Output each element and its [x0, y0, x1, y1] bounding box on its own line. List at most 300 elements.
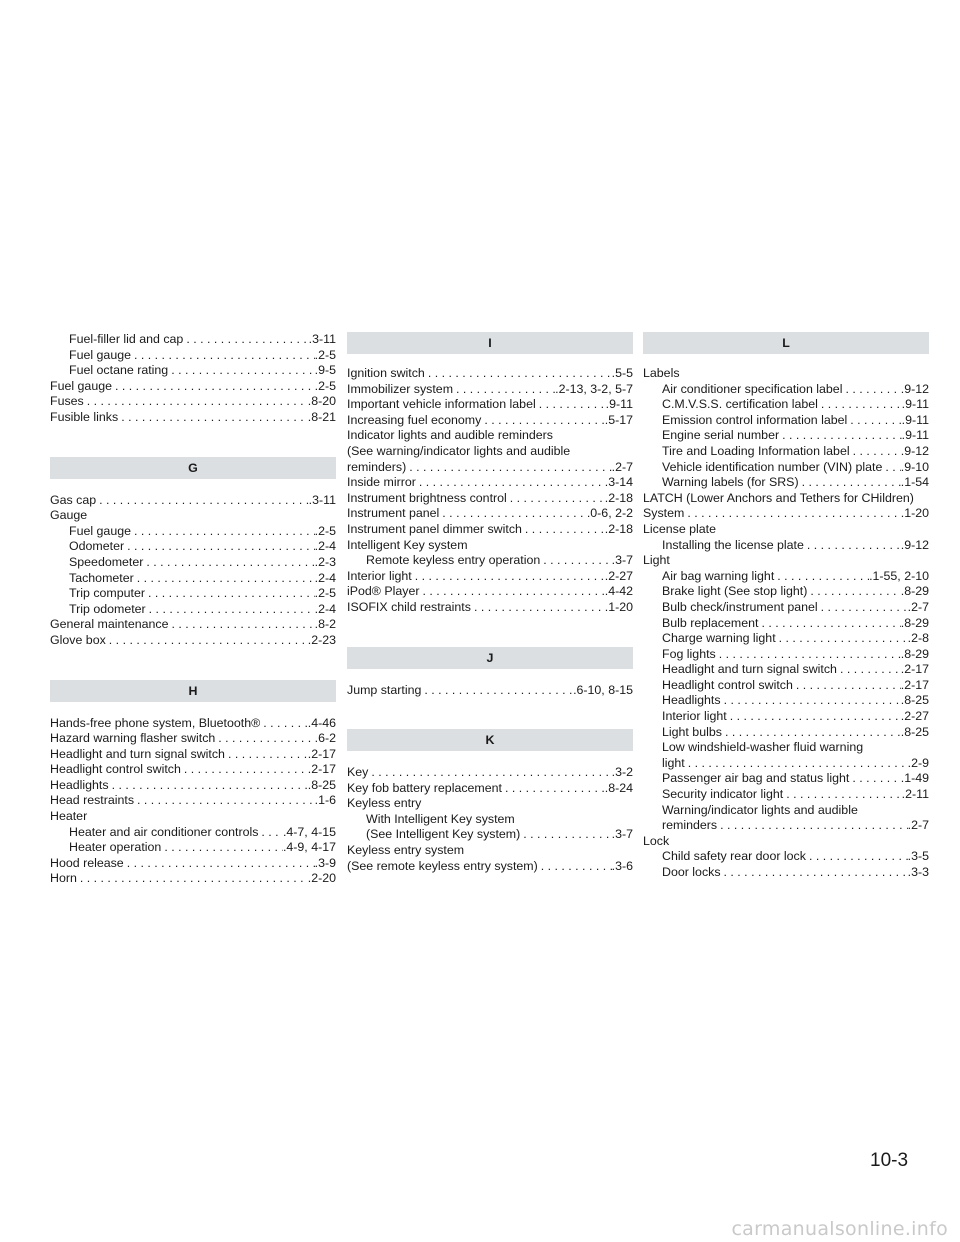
entry-label: Ignition switch [347, 366, 425, 380]
dot-leader [850, 444, 901, 460]
dot-leader [124, 539, 315, 555]
dot-leader [77, 871, 308, 887]
entry-label: Headlights [662, 693, 721, 708]
entry-label: Tachometer [69, 570, 134, 585]
section-header-j: J [347, 647, 633, 669]
entry-label: (See remote keyless entry system) [347, 858, 538, 873]
dot-leader [161, 840, 283, 856]
index-entry [347, 397, 633, 413]
entry-page-ref: .2-20 [307, 871, 336, 886]
entry-page-ref: .3-7 [611, 827, 633, 842]
index-entry [643, 818, 929, 834]
dot-leader [842, 382, 900, 398]
section-header-l: L [643, 332, 929, 354]
entry-label: Tire and Loading Information label [662, 443, 850, 458]
index-heading: LATCH (Lower Anchors and Tethers for CHildren) [643, 490, 914, 505]
entry-page-ref: .2-4 [314, 570, 336, 585]
entry-label: Heater operation [69, 840, 162, 855]
entry-label: Key [347, 765, 369, 780]
entry-label: Bulb replacement [662, 615, 759, 630]
entry-page-ref: .8-25 [900, 724, 929, 739]
entry-label: General maintenance [50, 617, 169, 632]
index-heading: With Intelligent Key system [366, 811, 515, 826]
index-entry [643, 460, 929, 476]
entry-page-ref: .3-7 [611, 553, 633, 568]
entry-page-ref: .2-3 [314, 554, 336, 569]
dot-leader [807, 584, 900, 600]
entry-label: Fog lights [662, 646, 716, 661]
entry-page-ref: .2-18 [604, 490, 633, 505]
index-entry [643, 709, 929, 725]
entry-label: Headlights [50, 777, 109, 792]
dot-leader [536, 397, 606, 413]
section-header-k: K [347, 729, 633, 751]
dot-leader [145, 586, 315, 602]
entry-label: Immobilizer system [347, 381, 454, 396]
entry-label: Instrument panel dimmer switch [347, 521, 522, 536]
section-header-g: G [50, 457, 336, 479]
entry-page-ref: .0-6, 2-2 [586, 506, 633, 521]
dot-leader [481, 413, 604, 429]
index-entry [50, 524, 336, 540]
dot-leader [106, 633, 308, 649]
entry-page-ref: .2-8 [907, 631, 929, 646]
entry-page-ref: .4-42 [604, 584, 633, 599]
entry-page-ref: .8-25 [307, 777, 336, 792]
entry-label: Interior light [347, 568, 412, 583]
index-entry [50, 586, 336, 602]
dot-leader [84, 394, 308, 410]
entry-page-ref: .2-7 [907, 818, 929, 833]
entry-page-ref: .3-11 [308, 492, 336, 507]
dot-leader [368, 765, 611, 781]
entry-page-ref: .8-21 [307, 409, 336, 424]
entry-page-ref: .9-11 [605, 397, 633, 412]
entry-label: C.M.V.S.S. certification label [662, 397, 818, 412]
index-entry [347, 475, 633, 491]
entry-page-ref: .2-7 [907, 599, 929, 614]
entry-page-ref: .5-17 [604, 412, 633, 427]
index-entry [643, 662, 929, 678]
index-heading: Lock [643, 833, 670, 848]
dot-leader [818, 600, 908, 616]
index-heading: License plate [643, 521, 717, 536]
entry-label: Passenger air bag and status light [662, 771, 850, 786]
dot-leader [507, 491, 605, 507]
entry-label: Interior light [662, 709, 727, 724]
entry-page-ref: .8-20 [307, 394, 336, 409]
entry-label: Charge warning light [662, 631, 776, 646]
dot-leader [181, 762, 308, 778]
index-entry [50, 410, 336, 426]
entry-page-ref: .2-11 [901, 787, 929, 802]
index-entry [347, 683, 633, 699]
index-heading: Keyless entry system [347, 843, 465, 858]
index-entry [347, 366, 633, 382]
entry-page-ref: .8-29 [900, 584, 929, 599]
index-entry [643, 771, 929, 787]
index-entry [643, 538, 929, 554]
entry-label: Headlight control switch [662, 677, 793, 692]
entry-label: Light bulbs [662, 724, 722, 739]
index-entry [643, 397, 929, 413]
entry-page-ref: .2-13, 3-2, 5-7 [555, 381, 633, 396]
entry-label: Remote keyless entry operation [366, 553, 541, 568]
index-entry [50, 571, 336, 587]
index-entry [347, 491, 633, 507]
index-entry [347, 506, 633, 522]
dot-leader [134, 793, 315, 809]
entry-label: Headlight and turn signal switch [50, 746, 225, 761]
index-entry [643, 444, 929, 460]
entry-page-ref: .9-10 [900, 459, 929, 474]
index-entry [347, 569, 633, 585]
index-entry [347, 553, 633, 569]
index-entry [347, 827, 633, 843]
dot-leader [849, 771, 900, 787]
index-entry [50, 871, 336, 887]
entry-label: Fusible links [50, 409, 119, 424]
dot-leader [502, 781, 605, 797]
index-heading: Gauge [50, 508, 88, 523]
dot-leader [421, 683, 573, 699]
entry-page-ref: .2-4 [314, 601, 336, 616]
index-heading: Heater [50, 809, 88, 824]
dot-leader [416, 475, 605, 491]
entry-page-ref: .3-14 [604, 475, 633, 490]
index-entry [643, 428, 929, 444]
index-heading: Labels [643, 366, 680, 380]
index-entry [643, 725, 929, 741]
entry-page-ref: .1-54 [900, 475, 929, 490]
dot-leader [783, 787, 901, 803]
dot-leader [520, 827, 611, 843]
watermark-bar [0, 1216, 960, 1242]
entry-page-ref: .2-4 [314, 539, 336, 554]
index-entry [50, 716, 336, 732]
entry-label: Bulb check/instrument panel [662, 599, 818, 614]
entry-page-ref: .2-5 [314, 586, 336, 601]
dot-leader [721, 865, 908, 881]
entry-label: Emission control information label [662, 412, 848, 427]
dot-leader [112, 379, 315, 395]
entry-page-ref: .4-46 [307, 715, 336, 730]
index-entry [643, 600, 929, 616]
index-column-3 [643, 332, 929, 881]
index-entry [50, 793, 336, 809]
index-entry [50, 493, 336, 509]
dot-leader [225, 747, 308, 763]
index-entry [50, 348, 336, 364]
entry-label: Important vehicle information label [347, 397, 536, 412]
index-entry [50, 394, 336, 410]
entry-page-ref: .8-2 [314, 617, 336, 632]
entry-label: Fuel-filler lid and cap [69, 332, 184, 346]
index-entry [347, 600, 633, 616]
entry-page-ref: .2-7 [611, 459, 633, 474]
entry-label: Hands-free phone system, Bluetooth® [50, 715, 261, 730]
entry-page-ref: .2-17 [307, 762, 336, 777]
entry-label: Increasing fuel economy [347, 412, 482, 427]
entry-label: Trip odometer [69, 601, 146, 616]
entry-label: Key fob battery replacement [347, 780, 502, 795]
dot-leader [471, 600, 605, 616]
entry-page-ref: .2-17 [307, 746, 336, 761]
dot-leader [522, 522, 605, 538]
index-entry [347, 584, 633, 600]
entry-page-ref: .9-5 [314, 363, 336, 378]
entry-label: Jump starting [347, 682, 422, 697]
entry-label: light [662, 755, 685, 770]
entry-label: iPod® Player [347, 584, 420, 599]
index-heading: Keyless entry [347, 796, 422, 811]
dot-leader [685, 756, 908, 772]
index-heading: Intelligent Key system [347, 537, 468, 552]
entry-page-ref: .1-55, 2-10 [869, 568, 929, 583]
entry-page-ref: .2-17 [900, 662, 929, 677]
index-entry [50, 539, 336, 555]
entry-label: Glove box [50, 632, 106, 647]
entry-label: Head restraints [50, 793, 135, 808]
entry-label: Headlight control switch [50, 762, 181, 777]
index-entry [643, 678, 929, 694]
index-entry [50, 856, 336, 872]
index-column-1 [50, 332, 336, 887]
index-entry [50, 633, 336, 649]
entry-label: Brake light (See stop light) [662, 584, 808, 599]
index-entry [347, 765, 633, 781]
entry-page-ref: .1-49 [900, 771, 929, 786]
entry-page-ref: .8-29 [900, 615, 929, 630]
index-entry [643, 693, 929, 709]
dot-leader [717, 818, 908, 834]
entry-label: reminders) [347, 459, 407, 474]
index-entry [643, 756, 929, 772]
dot-leader [183, 332, 308, 348]
entry-page-ref: .9-11 [901, 412, 929, 427]
entry-label: Fuel gauge [69, 523, 132, 538]
index-heading: Indicator lights and audible reminders [347, 428, 553, 443]
entry-label: (See Intelligent Key system) [366, 827, 521, 842]
entry-label: Fuel gauge [69, 347, 132, 362]
dot-leader [143, 555, 314, 571]
entry-label: Horn [50, 871, 77, 886]
dot-leader [131, 524, 315, 540]
entry-label: Air bag warning light [662, 568, 775, 583]
entry-label: reminders [662, 818, 718, 833]
dot-leader [727, 709, 901, 725]
dot-leader [837, 662, 901, 678]
index-entry [643, 616, 929, 632]
index-entry [50, 617, 336, 633]
entry-label: Engine serial number [662, 428, 780, 443]
entry-label: Child safety rear door lock [662, 849, 806, 864]
entry-page-ref: .2-18 [604, 521, 633, 536]
dot-leader [684, 506, 900, 522]
dot-leader [124, 856, 315, 872]
entry-page-ref: .3-9 [314, 855, 336, 870]
entry-label: Security indicator light [662, 787, 784, 802]
entry-label: Gas cap [50, 492, 97, 507]
dot-leader [818, 397, 902, 413]
dot-leader [258, 825, 283, 841]
dot-leader [118, 410, 308, 426]
section-header-h: H [50, 680, 336, 702]
dot-leader [540, 553, 611, 569]
dot-leader [96, 493, 309, 509]
entry-page-ref: .2-23 [307, 632, 336, 647]
dot-leader [721, 693, 901, 709]
dot-leader [793, 678, 901, 694]
index-entry [643, 413, 929, 429]
entry-label: Headlight and turn signal switch [662, 662, 837, 677]
entry-label: Warning labels (for SRS) [662, 475, 799, 490]
index-entry [50, 379, 336, 395]
index-heading: (See warning/indicator lights and audible [347, 443, 571, 458]
index-entry [50, 825, 336, 841]
index-entry [347, 460, 633, 476]
index-entry [643, 849, 929, 865]
dot-leader [412, 569, 605, 585]
entry-page-ref: .3-6 [611, 858, 633, 873]
entry-page-ref: .2-9 [907, 755, 929, 770]
index-entry [50, 731, 336, 747]
index-entry [643, 631, 929, 647]
entry-label: Installing the license plate [662, 537, 804, 552]
index-entry [643, 475, 929, 491]
entry-label: Speedometer [69, 554, 144, 569]
entry-page-ref: .9-11 [901, 397, 929, 412]
index-entry [50, 555, 336, 571]
entry-label: Odometer [69, 539, 125, 554]
entry-label: Door locks [662, 865, 721, 879]
dot-leader [847, 413, 901, 429]
entry-label: Trip computer [69, 586, 145, 601]
page-number: 10-3 [870, 1150, 909, 1171]
dot-leader [215, 731, 314, 747]
entry-label: Instrument brightness control [347, 490, 507, 505]
dot-leader [716, 647, 901, 663]
dot-leader [134, 571, 315, 587]
dot-leader [776, 631, 908, 647]
dot-leader [538, 859, 612, 875]
entry-page-ref: .3-5 [907, 849, 929, 864]
index-entry [643, 584, 929, 600]
entry-page-ref: .3-11 [308, 332, 336, 346]
entry-page-ref: .1-20 [604, 599, 633, 614]
index-entry [347, 382, 633, 398]
entry-page-ref: .3-3 [907, 865, 929, 879]
dot-leader [146, 602, 315, 618]
entry-page-ref: .8-25 [900, 693, 929, 708]
entry-label: Fuel gauge [50, 378, 113, 393]
index-entry [50, 778, 336, 794]
entry-page-ref: .2-27 [900, 709, 929, 724]
entry-page-ref: .2-17 [900, 677, 929, 692]
entry-label: Heater and air conditioner controls [69, 824, 259, 839]
index-entry [643, 865, 929, 881]
index-entry [643, 787, 929, 803]
index-entry [50, 747, 336, 763]
index-entry [50, 363, 336, 379]
index-heading: Warning/indicator lights and audible [662, 802, 858, 817]
index-entry [643, 569, 929, 585]
entry-page-ref: .4-7, 4-15 [282, 824, 336, 839]
dot-leader [806, 849, 908, 865]
entry-label: Hazard warning flasher switch [50, 731, 216, 746]
dot-leader [799, 475, 901, 491]
entry-page-ref: .8-29 [900, 646, 929, 661]
index-entry [347, 781, 633, 797]
dot-leader [109, 778, 308, 794]
index-entry [643, 647, 929, 663]
entry-page-ref: .5-5 [611, 366, 633, 380]
entry-page-ref: .4-9, 4-17 [282, 840, 336, 855]
index-column-2 [347, 332, 633, 874]
entry-page-ref: .6-2 [314, 731, 336, 746]
dot-leader [131, 348, 315, 364]
entry-page-ref: .9-12 [900, 537, 929, 552]
index-heading: Light [643, 553, 670, 568]
index-entry [643, 382, 929, 398]
dot-leader [804, 538, 901, 554]
section-header-i: I [347, 332, 633, 354]
index-entry [50, 840, 336, 856]
dot-leader [779, 428, 902, 444]
dot-leader [882, 460, 900, 476]
dot-leader [420, 584, 605, 600]
index-entry [347, 413, 633, 429]
index-entry [347, 859, 633, 875]
dot-leader [722, 725, 901, 741]
entry-label: Fuses [50, 394, 84, 409]
dot-leader [168, 617, 314, 633]
dot-leader [425, 366, 612, 382]
watermark-text: carmanualsonline.info [731, 1218, 948, 1240]
dot-leader [260, 716, 308, 732]
entry-page-ref: .6-10, 8-15 [573, 682, 633, 697]
entry-page-ref: .1-20 [900, 506, 929, 521]
entry-label: Vehicle identification number (VIN) plate [662, 459, 883, 474]
entry-page-ref: .8-24 [604, 780, 633, 795]
dot-leader [439, 506, 587, 522]
entry-label: ISOFIX child restraints [347, 599, 471, 614]
entry-page-ref: .9-12 [900, 381, 929, 396]
entry-page-ref: .2-5 [314, 523, 336, 538]
entry-label: Inside mirror [347, 475, 416, 490]
index-entry [347, 522, 633, 538]
dot-leader [406, 460, 611, 476]
entry-label: System [643, 506, 685, 521]
index-entry [50, 762, 336, 778]
dot-leader [168, 363, 314, 379]
entry-label: Hood release [50, 855, 124, 870]
entry-page-ref: .2-5 [314, 378, 336, 393]
entry-page-ref: .3-2 [611, 765, 633, 780]
index-heading: Low windshield-washer fluid warning [662, 740, 864, 755]
entry-label: Fuel octane rating [69, 363, 169, 378]
entry-label: Air conditioner specification label [662, 381, 843, 396]
dot-leader [758, 616, 900, 632]
index-entry [643, 506, 929, 522]
entry-page-ref: .9-11 [901, 428, 929, 443]
entry-page-ref: .2-5 [314, 347, 336, 362]
entry-page-ref: .1-6 [314, 793, 336, 808]
entry-label: Instrument panel [347, 506, 440, 521]
index-entry [50, 332, 336, 348]
entry-page-ref: .2-27 [604, 568, 633, 583]
index-entry [50, 602, 336, 618]
